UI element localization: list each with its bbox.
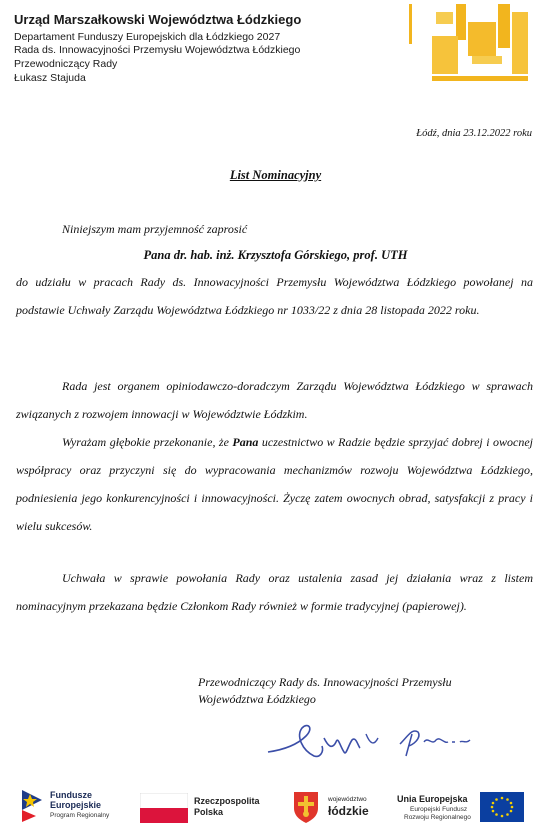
signatory-title: Przewodniczący Rady ds. Innowacyjności Przemysłu: [198, 675, 452, 689]
invitation-lead: Niniejszym mam przyjemność zaprosić: [62, 222, 248, 236]
organization-name: Urząd Marszałkowski Województwa Łódzkiego: [14, 12, 302, 27]
paragraph-appointment: do udziału w pracach Rady ds. Innowacyjności Przemysłu Województwa Łódzkiego powołanej na podstawie Uchwały Zarządu Województwa Łódzkiego nr 1033/22 z dnia 28 listopada 2022 roku.: [16, 275, 533, 317]
eu-fund-name-line1: Europejski Fundusz: [410, 806, 468, 813]
chairman-name: Łukasz Stajuda: [14, 72, 86, 84]
council-line: Rada ds. Innowacyjności Przemysłu Województwa Łódzkiego: [14, 44, 301, 56]
document-title: List Nominacyjny: [229, 168, 322, 182]
eu-name: Unia Europejska: [397, 794, 468, 804]
paragraph-conviction-emphasis: Pana: [232, 435, 259, 449]
paragraph-council-role: Rada jest organem opiniodawczo-doradczym Zarządu Województwa Łódzkiego w sprawach związanych z rozwojem innowacji w Województwie Łódzkim.: [16, 379, 533, 421]
eu-fund-name-line2: Rozwoju Regionalnego: [404, 814, 471, 821]
recipient-name: Pana dr. hab. inż. Krzysztofa Górskiego, prof. UTH: [143, 248, 408, 262]
paragraph-resolution: Uchwała w sprawie powołania Rady oraz ustalenia zasad jej działania wraz z listem nominacyjnym przekazana będzie Członkom Rady również w formie tradycyjnej (papierowej).: [16, 571, 533, 613]
signatory-region: Województwa Łódzkiego: [198, 692, 316, 706]
eu-funds-logo-icon: [22, 788, 46, 822]
eu-flag-icon: [480, 792, 524, 822]
polish-flag-icon: [140, 793, 188, 823]
eu-funds-subtitle: Program Regionalny: [50, 812, 110, 819]
poland-name-line2: Polska: [194, 807, 224, 817]
region-logo-icon: [408, 4, 532, 90]
department-line: Departament Funduszy Europejskich dla Łódzkiego 2027: [14, 31, 281, 43]
chairman-title: Przewodniczący Rady: [14, 58, 118, 70]
signatory-block: [198, 674, 452, 708]
lodzkie-coat-of-arms-icon: [292, 790, 320, 824]
footer-logos: [0, 784, 551, 828]
eu-funds-line2: Europejskie: [50, 800, 102, 810]
paragraph-conviction-start: Wyrażam głębokie przekonanie, że: [62, 435, 233, 449]
paragraph-conviction-end: uczestnictwo w Radzie będzie sprzyjać dobrej i owocnej współpracy oraz przyczyni się do wypracowania mechanizmów rozwoju Województwa Łódzkiego, podniesienia jego konkurencyjności i innowacyjności. Życzę zatem owocnych obrad, satysfakcji z pracy i wielu sukcesów.: [16, 435, 533, 533]
lodzkie-region-name: łódzkie: [328, 804, 369, 818]
paragraph-conviction: [16, 428, 533, 540]
handwritten-signature-icon: [262, 716, 482, 764]
document-date: Łódź, dnia 23.12.2022 roku: [416, 128, 532, 139]
poland-name-line1: Rzeczpospolita: [194, 796, 260, 806]
eu-funds-line1: Fundusze: [50, 790, 92, 800]
lodzkie-region-prefix: województwo: [328, 796, 367, 803]
